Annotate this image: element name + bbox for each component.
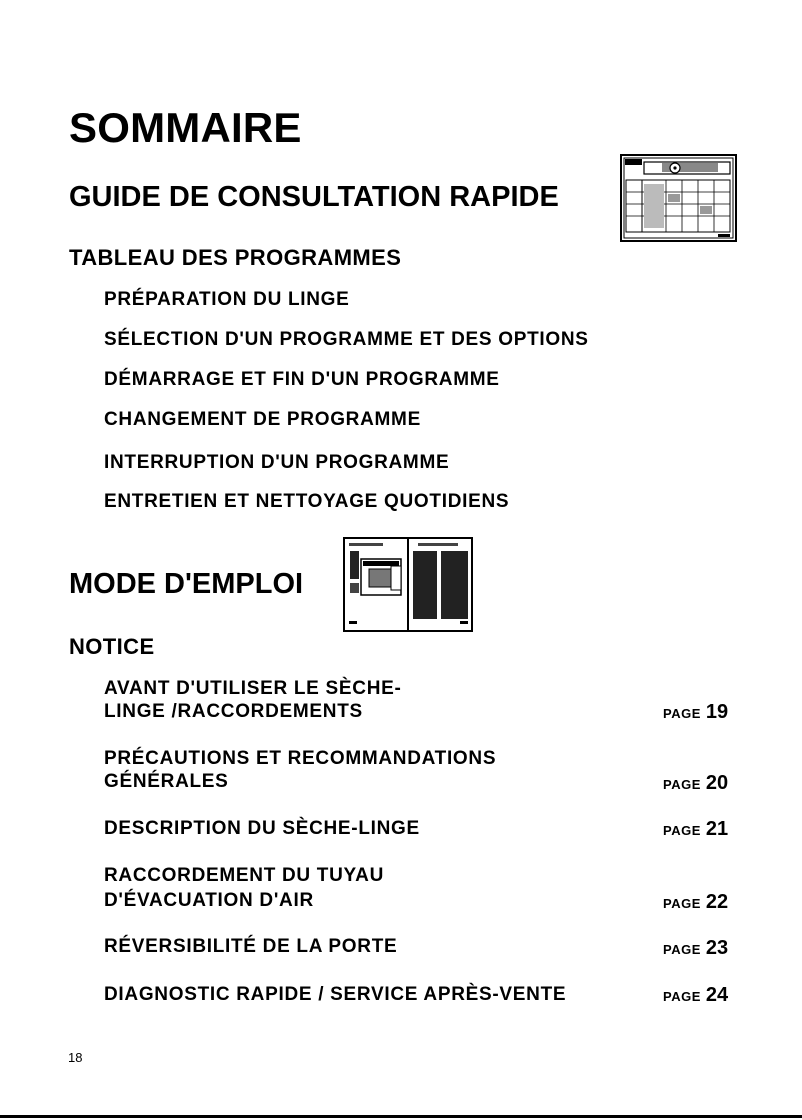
document-title: SOMMAIRE (69, 104, 302, 151)
page-word: PAGE (663, 823, 701, 838)
page-number: 19 (705, 701, 729, 723)
guide-item: PRÉPARATION DU LINGE (104, 289, 350, 310)
quick-guide-heading: GUIDE DE CONSULTATION RAPIDE (69, 181, 559, 213)
toc-page-ref (663, 983, 728, 1009)
guide-item: SÉLECTION D'UN PROGRAMME ET DES OPTIONS (104, 329, 589, 350)
toc-page-ref (663, 700, 728, 726)
guide-item: ENTRETIEN ET NETTOYAGE QUOTIDIENS (104, 491, 510, 512)
page-word: PAGE (663, 777, 701, 792)
toc-entry-line: DESCRIPTION DU SÈCHE-LINGE (104, 818, 420, 839)
guide-item: INTERRUPTION D'UN PROGRAMME (104, 452, 450, 473)
toc-page-ref (663, 771, 728, 797)
page-number-footer: 18 (68, 1050, 83, 1065)
toc-page-ref (663, 817, 728, 843)
bottom-rule (0, 1115, 802, 1118)
toc-entry-line: RÉVERSIBILITÉ DE LA PORTE (104, 936, 398, 957)
guide-item: DÉMARRAGE ET FIN D'UN PROGRAMME (104, 369, 500, 390)
toc-entry-line: LINGE /RACCORDEMENTS (104, 701, 363, 722)
page-word: PAGE (663, 706, 701, 721)
page-number: 20 (705, 772, 729, 794)
manual-subheading: NOTICE (69, 634, 155, 659)
page-word: PAGE (663, 942, 701, 957)
quick-guide-subheading: TABLEAU DES PROGRAMMES (69, 245, 402, 270)
toc-entry-line: D'ÉVACUATION D'AIR (104, 890, 314, 911)
toc-entry-line: AVANT D'UTILISER LE SÈCHE- (104, 678, 402, 699)
page-number: 22 (705, 891, 729, 913)
page-number: 24 (705, 984, 729, 1006)
toc-entry-line: RACCORDEMENT DU TUYAU (104, 865, 385, 886)
manual-booklet-thumbnail-icon (343, 537, 473, 632)
toc-entry-line: PRÉCAUTIONS ET RECOMMANDATIONS (104, 748, 497, 769)
quick-guide-chart-thumbnail-icon (620, 154, 737, 242)
toc-page-ref (663, 890, 728, 916)
manual-heading: MODE D'EMPLOI (69, 568, 304, 600)
toc-entry-line: GÉNÉRALES (104, 771, 229, 792)
toc-page-ref (663, 936, 728, 962)
page-number: 23 (705, 937, 729, 959)
page-word: PAGE (663, 989, 701, 1004)
page-number: 21 (705, 818, 729, 840)
page-word: PAGE (663, 896, 701, 911)
toc-entry-line: DIAGNOSTIC RAPIDE / SERVICE APRÈS-VENTE (104, 984, 567, 1005)
guide-item: CHANGEMENT DE PROGRAMME (104, 409, 421, 430)
